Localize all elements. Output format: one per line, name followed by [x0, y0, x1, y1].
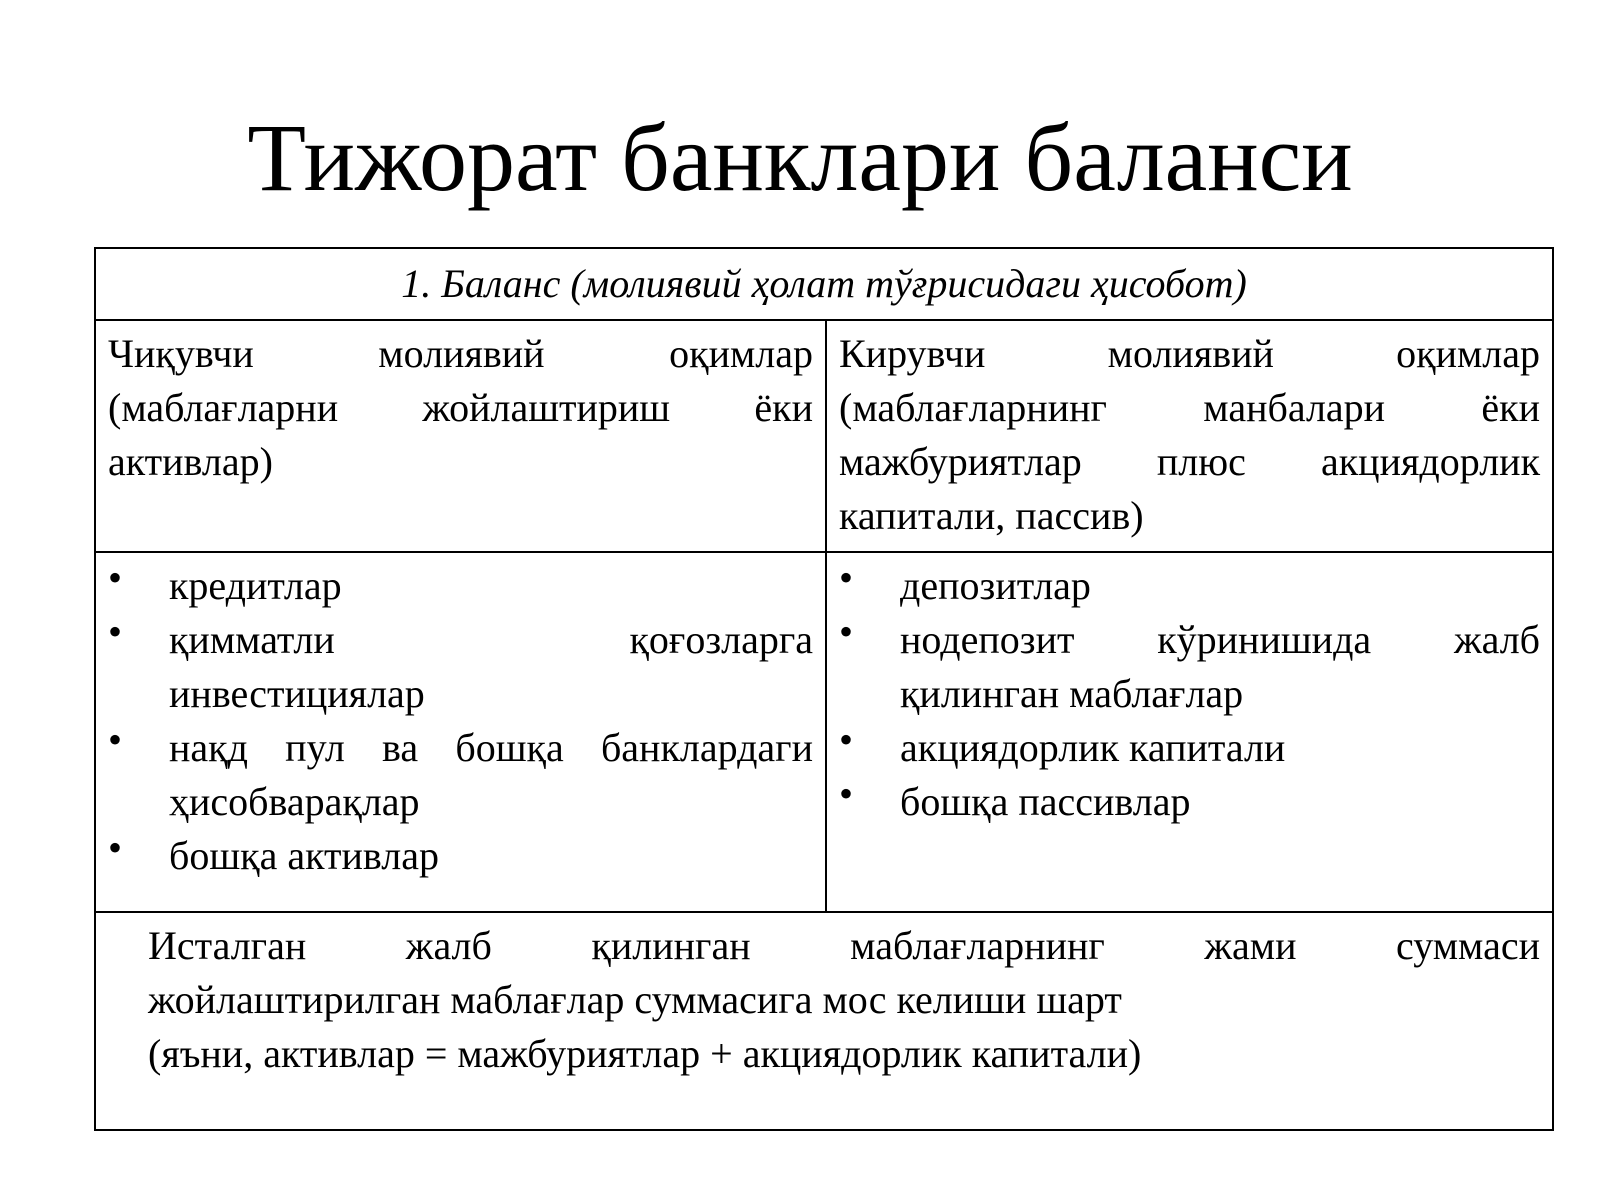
list-item-text: депозитлар — [900, 563, 1091, 608]
assets-header-cell — [95, 320, 826, 552]
assets-header-line: Чиқувчи молиявий оқимлар — [108, 331, 813, 376]
balance-condition-line: жойлаштирилган маблағлар суммасига мос келиши шарт — [148, 977, 1122, 1022]
list-item — [108, 825, 813, 883]
bullet-icon: • — [108, 609, 123, 654]
assets-header-line: активлар) — [108, 439, 273, 484]
bullet-icon: • — [839, 609, 854, 654]
list-item — [108, 609, 813, 721]
bullet-icon: • — [108, 555, 123, 600]
list-item — [839, 717, 1540, 775]
list-item — [108, 555, 813, 613]
list-item-text: нодепозит кўринишида жалб — [900, 617, 1541, 662]
table-caption-cell — [95, 248, 1553, 320]
assets-list — [108, 555, 813, 883]
balance-equation: (яъни, активлар = мажбуриятлар + акциядорлик капитали) — [148, 1031, 1142, 1076]
balance-table — [94, 247, 1554, 1131]
bullet-icon: • — [839, 771, 854, 816]
table-caption: 1. Баланс (молиявий ҳолат тўғрисидаги ҳисобот) — [401, 261, 1247, 306]
list-item-text: кредитлар — [169, 563, 342, 608]
liabilities-list — [839, 555, 1541, 829]
caption-row — [95, 248, 1553, 320]
list-item-text: ҳисобварақлар — [169, 779, 420, 824]
liabilities-header-line: Кирувчи молиявий оқимлар — [839, 331, 1541, 376]
liabilities-header-line: капитали, пассив) — [839, 493, 1144, 538]
list-item — [108, 717, 813, 829]
list-item-text: бошқа пассивлар — [900, 779, 1191, 824]
list-item — [839, 771, 1540, 829]
list-row — [95, 552, 1553, 912]
list-item-text: қимматли қоғозларга — [169, 617, 813, 662]
list-item — [839, 555, 1540, 613]
footer-row — [95, 912, 1553, 1130]
assets-header-line: (маблағларни жойлаштириш ёки — [108, 385, 813, 430]
bullet-icon: • — [839, 717, 854, 762]
header-row — [95, 320, 1553, 552]
liabilities-header-line: (маблағларнинг манбалари ёки — [839, 385, 1541, 430]
list-item-text: нақд пул ва бошқа банклардаги — [169, 725, 813, 770]
bullet-icon: • — [108, 825, 123, 870]
bullet-icon: • — [108, 717, 123, 762]
bullet-icon: • — [839, 555, 854, 600]
liabilities-header-cell — [826, 320, 1553, 552]
liabilities-list-cell — [826, 552, 1553, 912]
list-item — [839, 609, 1541, 721]
list-item-text: бошқа активлар — [169, 833, 439, 878]
assets-list-cell — [95, 552, 826, 912]
list-item-text: инвестициялар — [169, 671, 425, 716]
liabilities-header-line: мажбуриятлар плюс акциядорлик — [839, 439, 1541, 484]
balance-condition-cell — [95, 912, 1553, 1130]
list-item-text: акциядорлик капитали — [900, 725, 1286, 770]
slide-title: Тижорат банклари баланси — [247, 104, 1353, 211]
list-item-text: қилинган маблағлар — [900, 671, 1244, 716]
balance-condition-line: Исталган жалб қилинган маблағларнинг жами суммаси — [148, 923, 1541, 968]
